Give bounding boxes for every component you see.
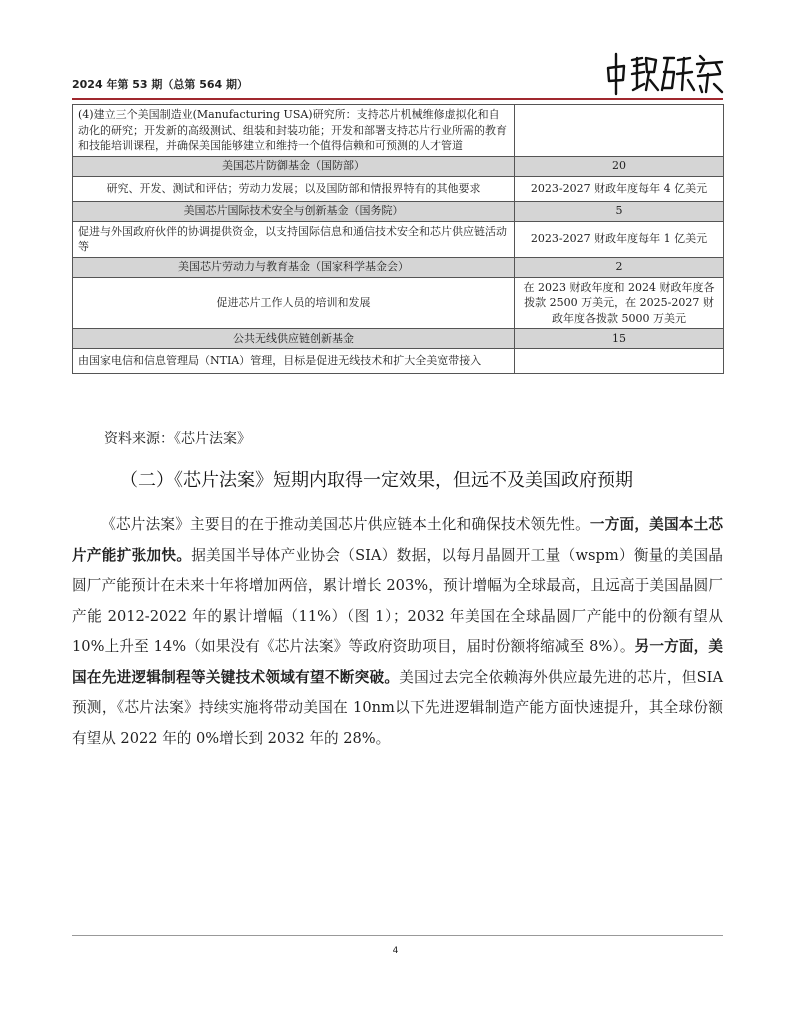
table-cell: (4)建立三个美国制造业(Manufacturing USA)研究所：支持芯片机械维修虚拟化和自动化的研究；开发新的高级测试、组装和封装功能；开发和部署支持芯片行业所需的教育和技能培训课程，并确保美国能够建立和维持一个值得信赖和可预测的人才管道 [73, 105, 515, 157]
table-row [73, 277, 724, 329]
table-cell: 2023-2027 财政年度每年 1 亿美元 [515, 221, 724, 257]
bold-highlight: 一方面，美国本土芯片产能扩张加快。 [72, 516, 723, 564]
bold-highlight: 另一方面，美国在先进逻辑制程等关键技术领域有望不断突破。 [72, 638, 723, 686]
fund-name: 美国芯片防御基金（国防部） [73, 156, 515, 176]
fund-name: 美国芯片劳动力与教育基金（国家科学基金会） [73, 257, 515, 277]
source-note: 资料来源：《芯片法案》 [104, 431, 251, 447]
fund-amount: 5 [515, 201, 724, 221]
fund-name: 美国芯片国际技术安全与创新基金（国务院） [73, 201, 515, 221]
section-title: （二）《芯片法案》短期内取得一定效果，但远不及美国政府预期 [120, 470, 633, 491]
paragraph-text: 《芯片法案》主要目的在于推动美国芯片供应链本土化和确保技术领先性。 [101, 516, 590, 533]
fund-amount: 20 [515, 156, 724, 176]
table-cell: 由国家电信和信息管理局（NTIA）管理，目标是促进无线技术和扩大全美宽带接入 [73, 349, 515, 374]
table-row [73, 221, 724, 257]
fund-amount: 15 [515, 329, 724, 349]
table-cell: 在 2023 财政年度和 2024 财政年度各拨款 2500 万美元，在 2025-2027 财政年度各拨款 5000 万美元 [515, 277, 724, 329]
page-number: 4 [392, 946, 399, 956]
issue-label: 2024 年第 53 期（总第 564 期） [72, 78, 249, 91]
paragraph-text: 据美国半导体产业协会（SIA）数据，以每月晶圆开工量（wspm）衡量的美国晶圆厂产能预计在未来十年将增加两倍，累计增长 203%，预计增幅为全球最高，且远高于美国晶圆厂产能 2012-2022 年的累计增幅（11%）（图 1）；2032 年美国在全球晶圆厂产能中的份额有望从 10%上升至 14%（如果没有《芯片法案》等政府资助项目，届时份额将缩减至 8%）。 [72, 546, 723, 655]
table-cell: 2023-2027 财政年度每年 4 亿美元 [515, 176, 724, 201]
table-heading-row [73, 329, 724, 349]
table-cell [515, 105, 724, 157]
paragraph-text: 美国过去完全依赖海外供应最先进的芯片，但SIA预测，《芯片法案》持续实施将带动美国在 10nm以下先进逻辑制造产能方面快速提升，其全球份额有望从 2022 年的 0%增长到 2032 年的 28%。 [72, 668, 723, 747]
table-heading-row [73, 156, 724, 176]
table-row [73, 176, 724, 201]
body-paragraph [72, 510, 723, 754]
table-heading-row [73, 201, 724, 221]
zhongyin-logo [604, 50, 728, 96]
table-cell [515, 349, 724, 374]
table-cell: 促进芯片工作人员的培训和发展 [73, 277, 515, 329]
table-heading-row [73, 257, 724, 277]
footer-rule [72, 935, 723, 936]
table-row [73, 105, 724, 157]
fund-name: 公共无线供应链创新基金 [73, 329, 515, 349]
table-cell: 研究、开发、测试和评估；劳动力发展；以及国防部和情报界特有的其他要求 [73, 176, 515, 201]
header-rule [72, 98, 723, 100]
funding-table [72, 104, 724, 374]
fund-amount: 2 [515, 257, 724, 277]
table-row [73, 349, 724, 374]
table-cell: 促进与外国政府伙伴的协调提供资金，以支持国际信息和通信技术安全和芯片供应链活动等 [73, 221, 515, 257]
